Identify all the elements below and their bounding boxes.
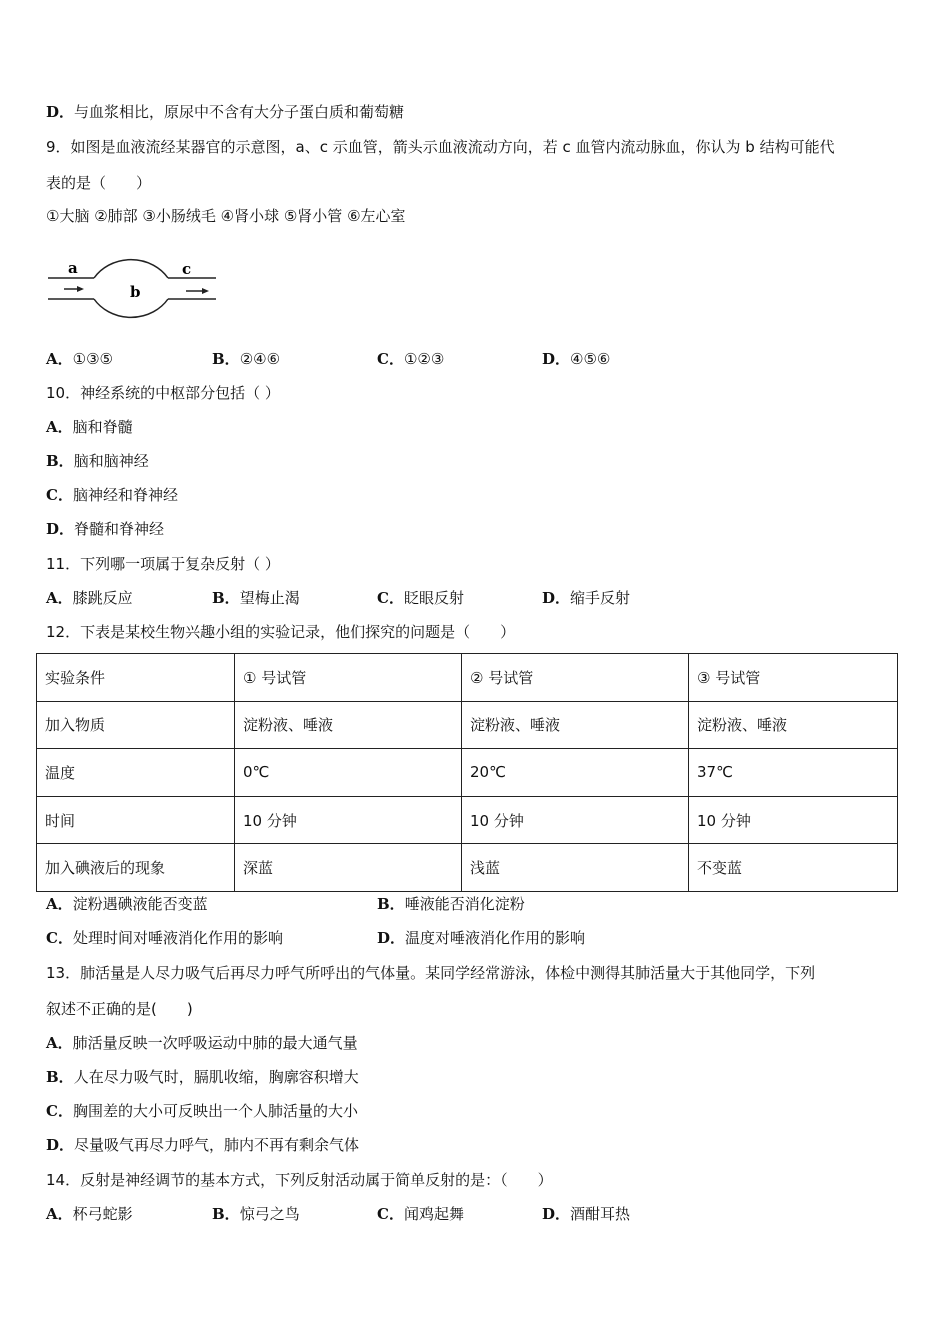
table-cell: 深蓝 [235, 844, 462, 892]
q9-stem-line1: 9．如图是血液流经某器官的示意图，a、c 示血管，箭头示血液流动方向，若 c 血管内流动脉血，你认为 b 结构可能代 [46, 138, 835, 156]
q12-stem: 12．下表是某校生物兴趣小组的实验记录，他们探究的问题是（ ） [46, 623, 516, 641]
q10-stem: 10．神经系统的中枢部分包括（ ） [46, 384, 280, 402]
q14-option-a: A．杯弓蛇影 [46, 1205, 133, 1223]
table-cell: 实验条件 [37, 654, 235, 702]
q9-option-a: A．①③⑤ [46, 350, 113, 368]
q14-option-d: D．酒酣耳热 [542, 1205, 631, 1223]
option-letter: D． [46, 103, 75, 121]
q10-option-d: D．脊髓和脊神经 [46, 520, 165, 538]
q9-stem-line2: 表的是（ ） [46, 174, 152, 192]
table-cell: ① 号试管 [235, 654, 462, 702]
label-c: c [182, 260, 192, 278]
q14-option-c: C．闻鸡起舞 [377, 1205, 464, 1223]
q10-option-b: B．脑和脑神经 [46, 452, 149, 470]
organ-bottom-arc [94, 299, 168, 317]
table-cell: 37℃ [689, 749, 898, 797]
table-cell: 淀粉液、唾液 [689, 701, 898, 749]
table-cell: 10 分钟 [689, 796, 898, 844]
experiment-table [36, 653, 898, 892]
option-text: 与血浆相比，原尿中不含有大分子蛋白质和葡萄糖 [74, 103, 405, 121]
table-row [37, 701, 898, 749]
q10-option-c: C．脑神经和脊神经 [46, 486, 178, 504]
table-cell: 10 分钟 [462, 796, 689, 844]
q13-option-c: C．胸围差的大小可反映出一个人肺活量的大小 [46, 1102, 358, 1120]
blood-flow-diagram [46, 245, 221, 330]
table-row [37, 654, 898, 702]
table-cell: 加入物质 [37, 701, 235, 749]
table-row [37, 844, 898, 892]
table-row [37, 749, 898, 797]
table-cell: 温度 [37, 749, 235, 797]
q14-option-b: B．惊弓之鸟 [212, 1205, 300, 1223]
arrow-c-head [202, 288, 209, 294]
q13-stem-line2: 叙述不正确的是( ) [46, 1000, 193, 1018]
label-b: b [130, 283, 141, 301]
table-cell: 10 分钟 [235, 796, 462, 844]
q11-option-c: C．眨眼反射 [377, 589, 464, 607]
table-cell: 加入碘液后的现象 [37, 844, 235, 892]
q9-option-b: B．②④⑥ [212, 350, 281, 368]
arrow-a-head [77, 286, 84, 292]
table-cell: ② 号试管 [462, 654, 689, 702]
q10-option-a: A．脑和脊髓 [46, 418, 133, 436]
q13-option-b: B．人在尽力吸气时，膈肌收缩，胸廓容积增大 [46, 1068, 359, 1086]
q12-option-a: A．淀粉遇碘液能否变蓝 [46, 895, 208, 913]
label-a: a [68, 259, 78, 277]
table-cell: 淀粉液、唾液 [462, 701, 689, 749]
table-cell: 时间 [37, 796, 235, 844]
table-cell: 淀粉液、唾液 [235, 701, 462, 749]
table-row [37, 796, 898, 844]
q12-option-b: B．唾液能否消化淀粉 [377, 895, 525, 913]
organ-top-arc [94, 260, 168, 278]
table-cell: 不变蓝 [689, 844, 898, 892]
q13-option-d: D．尽量吸气再尽力呼气，肺内不再有剩余气体 [46, 1136, 360, 1154]
q11-option-a: A．膝跳反应 [46, 589, 133, 607]
q11-option-b: B．望梅止渴 [212, 589, 300, 607]
table-cell: 0℃ [235, 749, 462, 797]
q11-stem: 11．下列哪一项属于复杂反射（ ） [46, 555, 280, 573]
q13-stem-line1: 13．肺活量是人尽力吸气后再尽力呼气所呼出的气体量。某同学经常游泳，体检中测得其肺活量大于其他同学，下列 [46, 964, 816, 982]
q9-items: ①大脑 ②肺部 ③小肠绒毛 ④肾小球 ⑤肾小管 ⑥左心室 [46, 207, 406, 225]
q9-option-c: C．①②③ [377, 350, 445, 368]
table-cell: ③ 号试管 [689, 654, 898, 702]
q8-option-d [46, 102, 404, 122]
q12-option-d: D．温度对唾液消化作用的影响 [377, 929, 586, 947]
q13-option-a: A．肺活量反映一次呼吸运动中肺的最大通气量 [46, 1034, 358, 1052]
q14-stem: 14．反射是神经调节的基本方式，下列反射活动属于简单反射的是：（ ） [46, 1171, 553, 1189]
q9-option-d: D．④⑤⑥ [542, 350, 611, 368]
q12-option-c: C．处理时间对唾液消化作用的影响 [46, 929, 283, 947]
table-cell: 20℃ [462, 749, 689, 797]
q11-option-d: D．缩手反射 [542, 589, 631, 607]
table-cell: 浅蓝 [462, 844, 689, 892]
